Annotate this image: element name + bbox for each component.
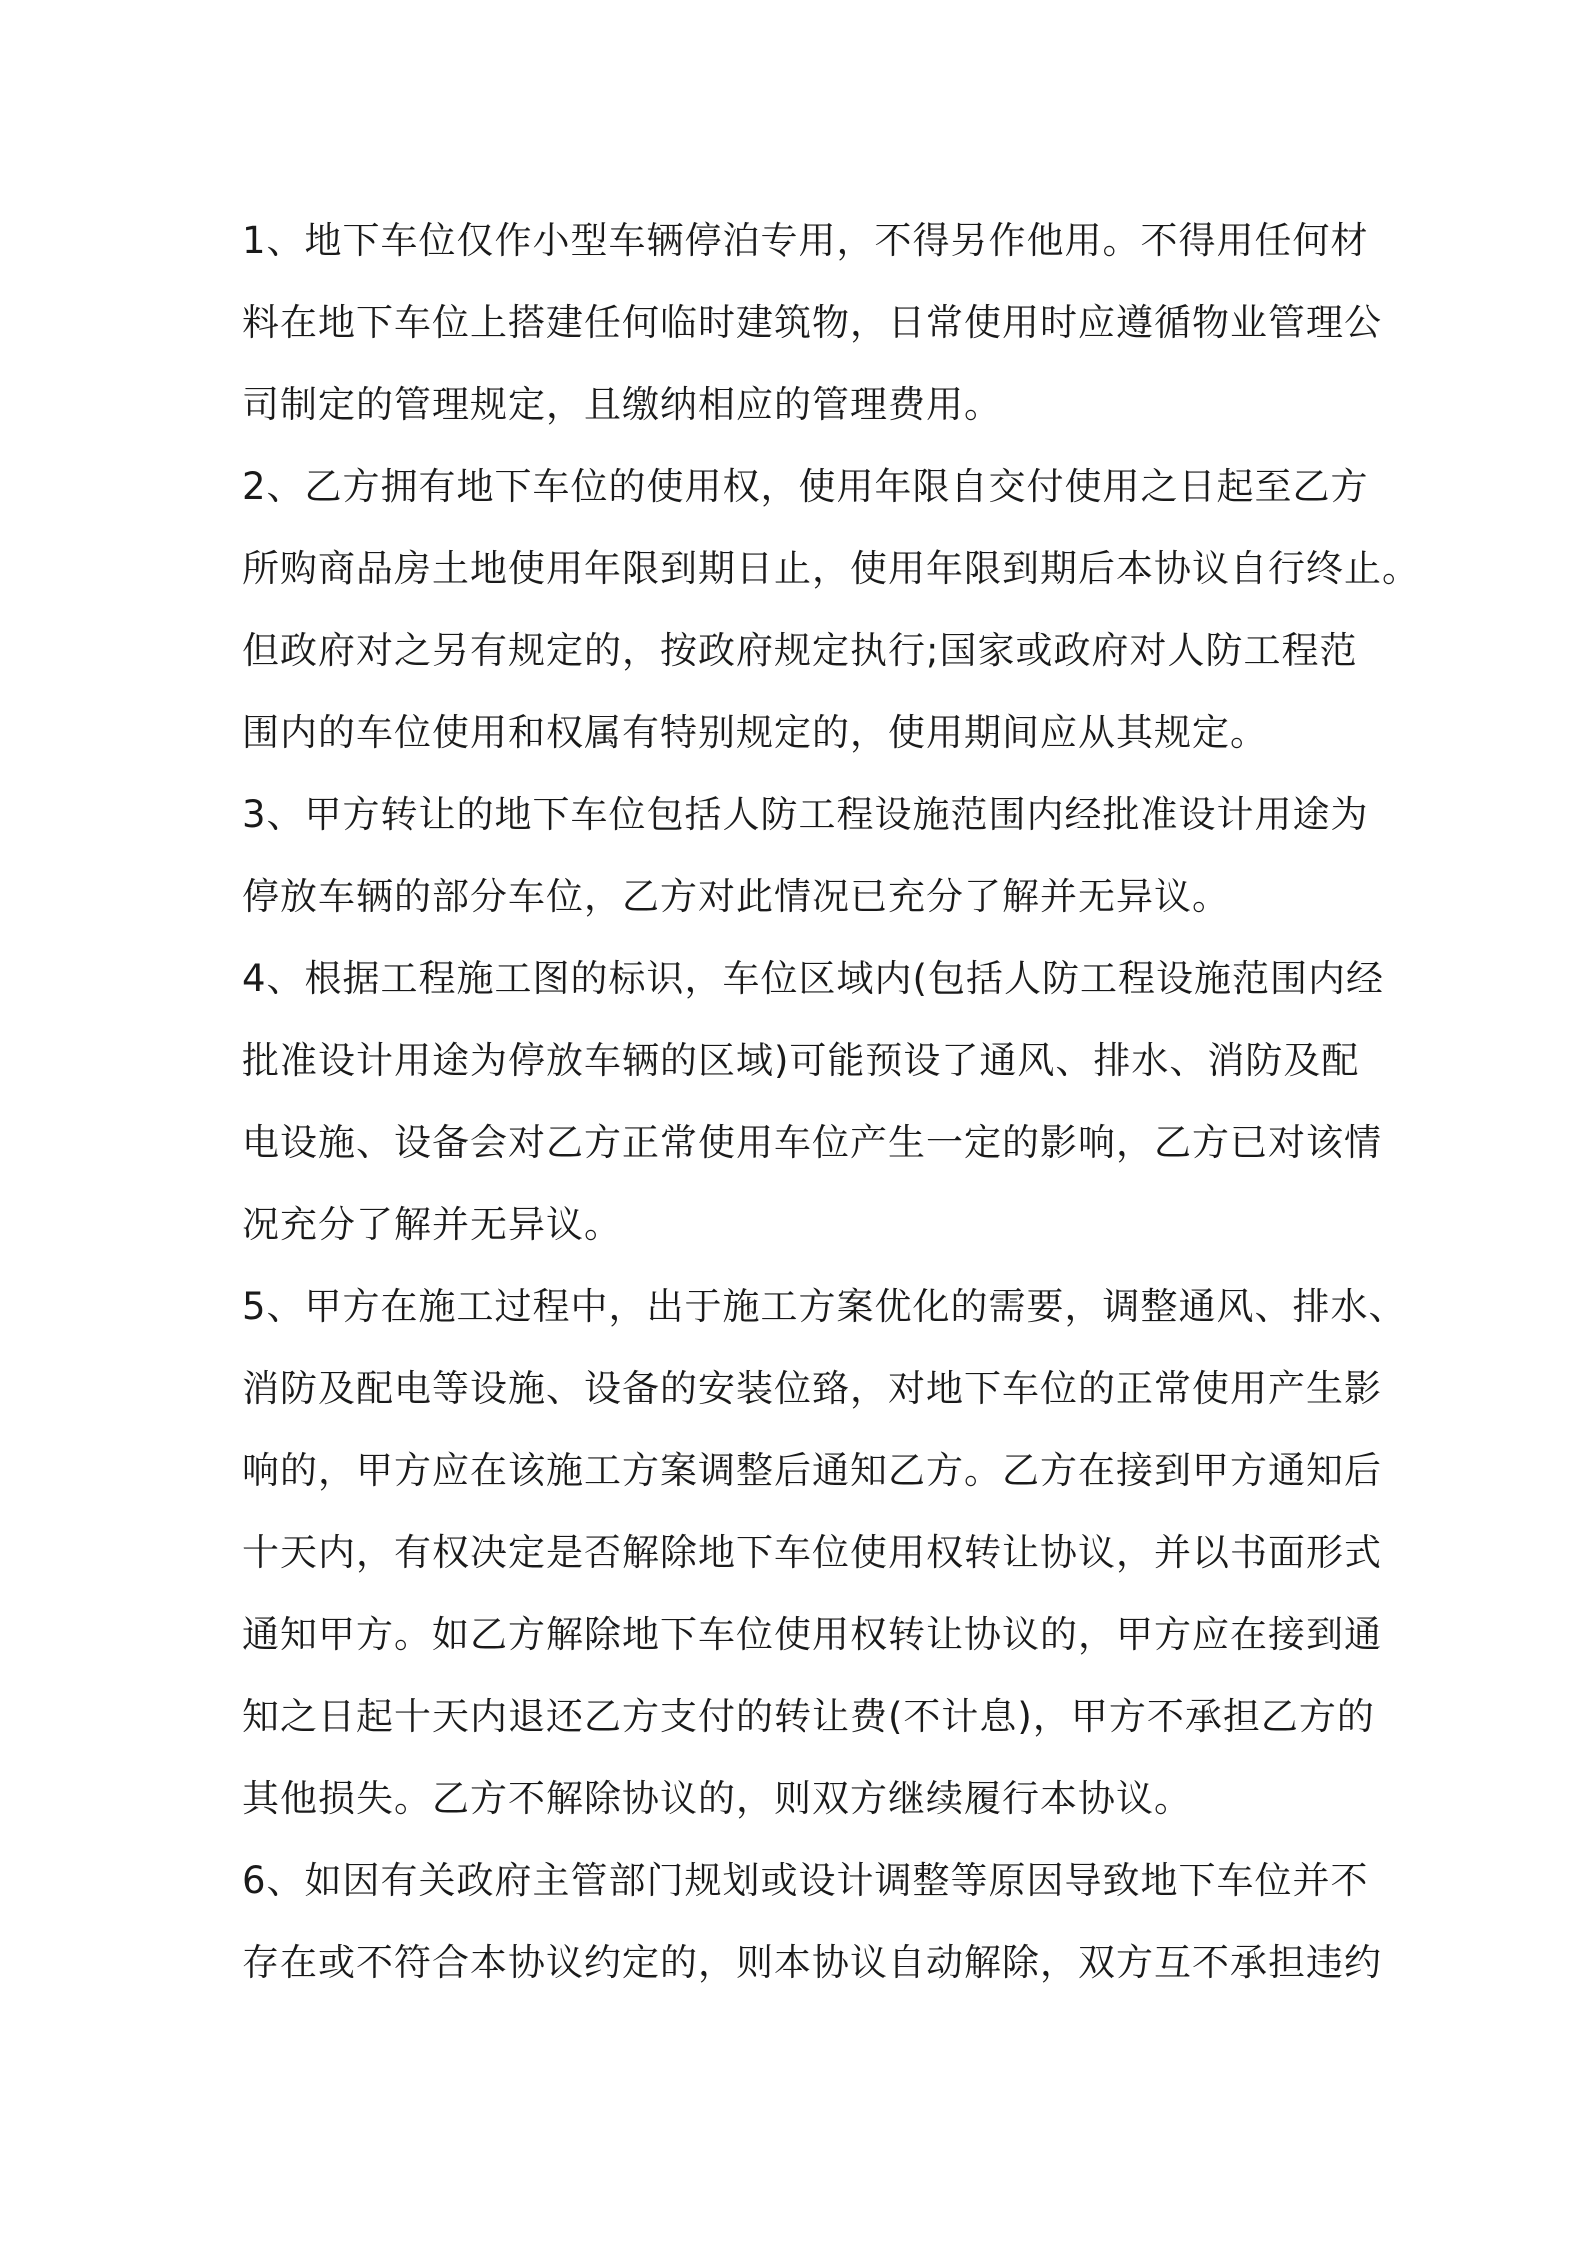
- text-line: 其他损失。乙方不解除协议的，则双方继续履行本协议。: [242, 1777, 1192, 1820]
- text-line: 1、地下车位仅作小型车辆停泊专用，不得另作他用。不得用任何材: [242, 219, 1369, 262]
- text-line: 料在地下车位上搭建任何临时建筑物，日常使用时应遵循物业管理公: [242, 301, 1382, 344]
- text-line: 存在或不符合本协议约定的，则本协议自动解除，双方互不承担违约: [242, 1941, 1382, 1984]
- text-line: 消防及配电等设施、设备的安装位臵，对地下车位的正常使用产生影: [242, 1367, 1382, 1410]
- text-line: 但政府对之另有规定的，按政府规定执行;国家或政府对人防工程范: [242, 629, 1358, 672]
- text-line: 6、如因有关政府主管部门规划或设计调整等原因导致地下车位并不: [242, 1859, 1369, 1902]
- text-line: 2、乙方拥有地下车位的使用权，使用年限自交付使用之日起至乙方: [242, 465, 1369, 508]
- text-line: 5、甲方在施工过程中，出于施工方案优化的需要，调整通风、排水、: [242, 1285, 1407, 1328]
- text-line: 停放车辆的部分车位，乙方对此情况已充分了解并无异议。: [242, 875, 1230, 918]
- text-line: 响的，甲方应在该施工方案调整后通知乙方。乙方在接到甲方通知后: [242, 1449, 1382, 1492]
- text-line: 批准设计用途为停放车辆的区域)可能预设了通风、排水、消防及配: [242, 1039, 1360, 1082]
- text-line: 况充分了解并无异议。: [242, 1203, 622, 1246]
- text-line: 知之日起十天内退还乙方支付的转让费(不计息)，甲方不承担乙方的: [242, 1695, 1375, 1738]
- text-line: 电设施、设备会对乙方正常使用车位产生一定的影响，乙方已对该情: [242, 1121, 1382, 1164]
- text-line: 3、甲方转让的地下车位包括人防工程设施范围内经批准设计用途为: [242, 793, 1369, 836]
- text-line: 通知甲方。如乙方解除地下车位使用权转让协议的，甲方应在接到通: [242, 1613, 1382, 1656]
- text-line: 所购商品房土地使用年限到期日止，使用年限到期后本协议自行终止。: [242, 547, 1420, 590]
- text-line: 4、根据工程施工图的标识，车位区域内(包括人防工程设施范围内经: [242, 957, 1384, 1000]
- text-line: 围内的车位使用和权属有特别规定的，使用期间应从其规定。: [242, 711, 1268, 754]
- document-body: [242, 200, 1420, 2004]
- text-line: 司制定的管理规定，且缴纳相应的管理费用。: [242, 383, 1002, 426]
- text-line: 十天内，有权决定是否解除地下车位使用权转让协议，并以书面形式: [242, 1531, 1382, 1574]
